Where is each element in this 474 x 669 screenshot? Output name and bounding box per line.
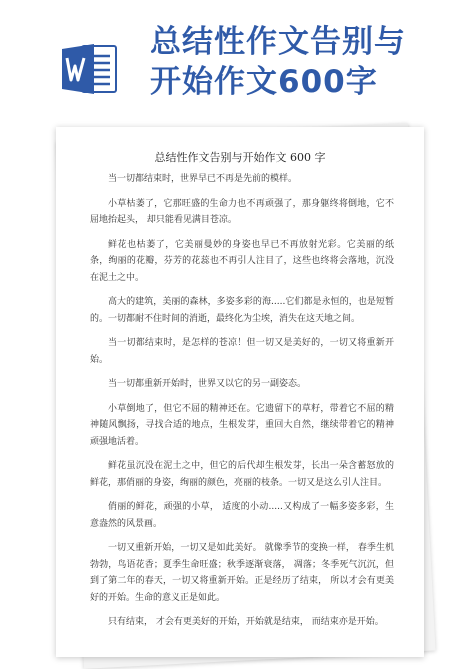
paragraph-6: 当一切都重新开始时，世界又以它的另一副姿态。 [108, 379, 307, 389]
top-banner [0, 0, 474, 120]
banner-title-line-1: 总结性作文告别与 [150, 24, 406, 60]
paragraph-11: 只有结束， 才会有更美好的开始，开始就是结束， 而结束亦是开始。 [108, 617, 384, 627]
paragraph-2: 小草枯萎了，它那旺盛的生命力也不再顽强了，那身躯终将倒地，它不屈地抬起头， 却只能看见满目苍凉。 [90, 198, 394, 225]
paragraph-7: 小草倒地了，但它不屈的精神还在。它遗留下的草籽，带着它不屈的精神随风飘扬，寻找合适的地点，生根发芽，重回大自然，继续带着它的精神顽强地活着。 [90, 403, 394, 447]
document-body [90, 171, 394, 639]
banner-title-line-2: 开始作文600字 [150, 64, 378, 100]
paragraph-9: 俏丽的鲜花，顽强的小草， 适度的小动.....又构成了一幅多姿多彩，生意盎然的风景画。 [90, 502, 394, 529]
paragraph-10: 一切又重新开始，一切又是如此美好。 就像季节的变换一样， 春季生机勃勃，鸟语花香；夏季生命旺盛；秋季逐渐衰落， 凋落；冬季死气沉沉，但到了第二年的春天，一切又将重新开始。正是经历了结束， 所以才会有更美好的开始。生命的意义正是如此。 [90, 543, 394, 603]
banner-title [150, 22, 460, 102]
paragraph-3: 鲜花也枯萎了，它美丽曼妙的身姿也早已不再放射光彩。它美丽的纸条，绚丽的花瓣，芬芳的花蕊也不再引人注目了，这些也终将会落地，沉没在泥土之中。 [90, 239, 394, 283]
paragraph-1: 当一切都结束时，世界早已不再是先前的模样。 [108, 174, 298, 184]
word-icon [60, 40, 120, 98]
document-title: 总结性作文告别与开始作文 600 字 [154, 151, 326, 164]
document-page [56, 127, 424, 657]
paragraph-8: 鲜花虽沉没在泥土之中，但它的后代却生根发芽，长出一朵含蓄怒放的鲜花，那俏丽的身姿，绚丽的颜色，亮丽的枝条。一切又是这么引人注目。 [90, 461, 394, 488]
paragraph-5: 当一切都结束时，是怎样的苍凉！但一切又是美好的，一切又将重新开始。 [90, 338, 394, 365]
paragraph-4: 高大的建筑，美丽的森林，多姿多彩的海.....它们都是永恒的，也是短暂的。一切都耐不住时间的消逝，最终化为尘埃，消失在这天地之间。 [90, 297, 394, 324]
